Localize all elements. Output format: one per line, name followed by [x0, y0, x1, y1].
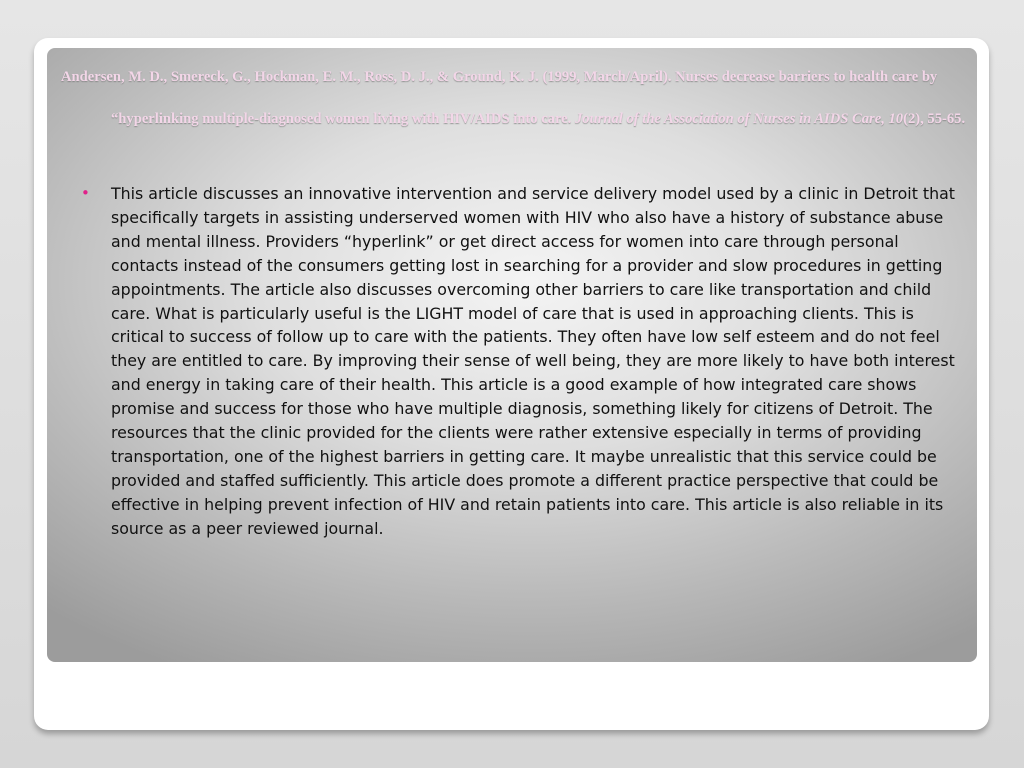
bullet-list: [77, 182, 957, 541]
citation-journal: Journal of the Association of Nurses in AIDS Care, 10: [574, 111, 904, 127]
article-summary-text: This article discusses an innovative intervention and service delivery model used by a clinic in Detroit that specifically targets in assisting underserved women with HIV who also have a history of substance abuse and mental illness. Providers “hyperlink” or get direct access for women into care through personal contacts instead of the consumers getting lost in searching for a provider and slow procedures in getting appointments. The article also discusses overcoming other barriers to care like transportation and child care. What is particularly useful is the LIGHT model of care that is used in approaching clients. This is critical to success of follow up to care with the patients. They often have low self esteem and do not feel they are entitled to care. By improving their sense of well being, they are more likely to have both interest and energy in taking care of their health. This article is a good example of how integrated care shows promise and success for those who have multiple diagnosis, something likely for citizens of Detroit. The resources that the clinic provided for the clients were rather extensive especially in terms of providing transportation, one of the highest barriers in getting care. It maybe unrealistic that this service could be provided and staffed sufficiently. This article does promote a different practice perspective that could be effective in helping prevent infection of HIV and retain patients into care. This article is also reliable in its source as a peer reviewed journal.: [111, 184, 955, 538]
slide-frame: [34, 38, 989, 730]
content-panel: [47, 48, 977, 662]
citation-authors-title: Andersen, M. D., Smereck, G., Hockman, E. M., Ross, D. J., & Ground, K. J. (1999, March/April). Nurses decrease barriers to health care by “hyperlinking multiple-diagnosed women living with HIV/AIDS into care.: [61, 69, 938, 127]
citation-issue-pages: (2), 55-65.: [903, 111, 966, 127]
bullet-icon: •: [81, 184, 90, 202]
citation-heading: [61, 56, 977, 140]
bullet-item: [77, 182, 957, 541]
